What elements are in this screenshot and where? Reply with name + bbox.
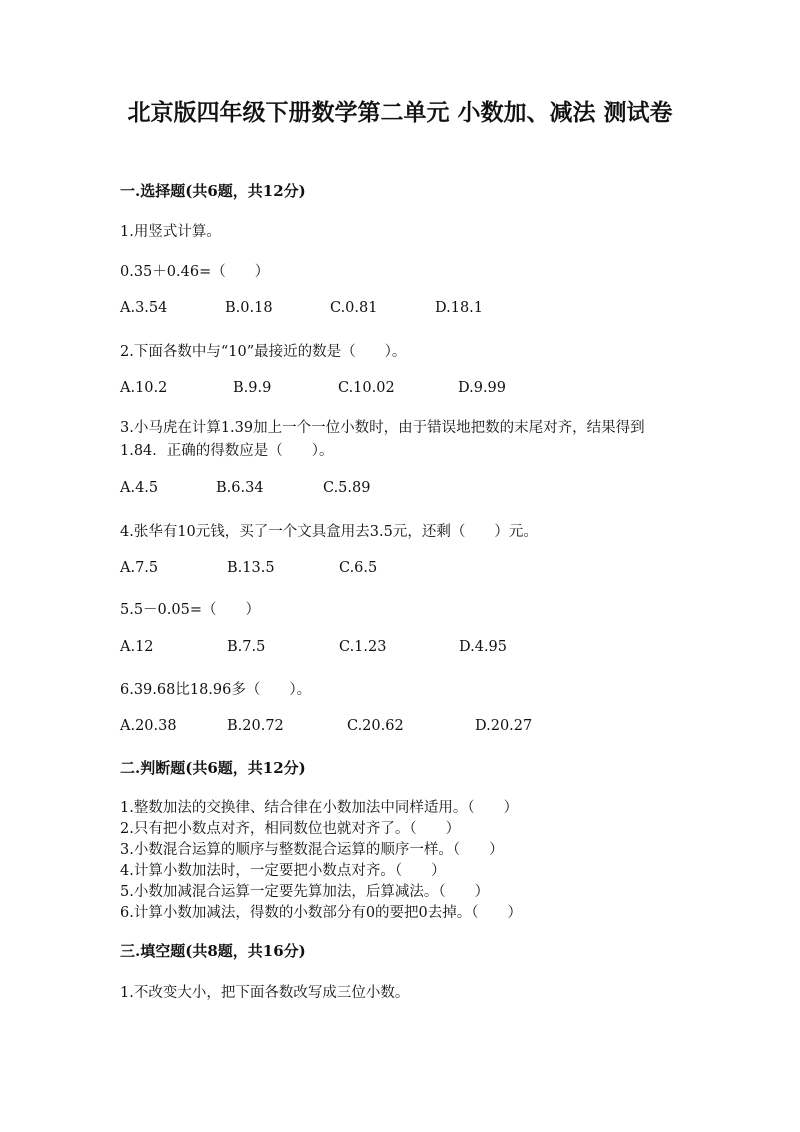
option-c: C.1.23 — [339, 639, 387, 655]
option-c: C.10.02 — [338, 380, 395, 396]
option-c: C.5.89 — [323, 480, 371, 496]
section-heading-fill: 三.填空题(共8题，共16分) — [120, 942, 306, 960]
question-2-text: 2.下面各数中与“10”最接近的数是（ ）。 — [120, 344, 407, 360]
question-6-text: 6.39.68比18.96多（ ）。 — [120, 682, 312, 698]
judge-item-6: 6.计算小数加减法，得数的小数部分有0的要把0去掉。（ ） — [120, 905, 523, 921]
option-b: B.7.5 — [227, 639, 266, 655]
option-a: A.7.5 — [120, 560, 159, 576]
option-b: B.20.72 — [227, 718, 284, 734]
question-5-text: 5.5－0.05=（ ） — [120, 602, 260, 618]
option-b: B.13.5 — [227, 560, 275, 576]
option-c: C.6.5 — [339, 560, 378, 576]
question-1-text: 1.用竖式计算。 — [120, 224, 221, 240]
option-a: A.3.54 — [120, 300, 168, 316]
option-d: D.18.1 — [435, 300, 484, 316]
option-d: D.9.99 — [458, 380, 507, 396]
section-heading-choice: 一.选择题(共6题，共12分) — [120, 182, 306, 200]
option-b: B.9.9 — [233, 380, 272, 396]
option-a: A.12 — [120, 639, 154, 655]
question-4-text: 4.张华有10元钱，买了一个文具盒用去3.5元，还剩（ ）元。 — [120, 524, 538, 540]
section-heading-judge: 二.判断题(共6题，共12分) — [120, 759, 306, 777]
option-b: B.0.18 — [225, 300, 273, 316]
option-d: D.20.27 — [475, 718, 533, 734]
judge-item-4: 4.计算小数加法时，一定要把小数点对齐。（ ） — [120, 863, 446, 879]
fill-question-1-text: 1.不改变大小，把下面各数改写成三位小数。 — [120, 985, 410, 1001]
question-1-expression: 0.35＋0.46=（ ） — [120, 264, 270, 280]
question-3-text: 3.小马虎在计算1.39加上一个一位小数时，由于错误地把数的末尾对齐，结果得到1.84．正确的得数应是（ ）。 — [120, 420, 645, 459]
option-a: A.10.2 — [120, 380, 168, 396]
judge-item-5: 5.小数加减混合运算一定要先算加法，后算减法。（ ） — [120, 884, 490, 900]
option-a: A.4.5 — [120, 480, 159, 496]
judge-item-2: 2.只有把小数点对齐，相同数位也就对齐了。（ ） — [120, 821, 461, 837]
judge-item-3: 3.小数混合运算的顺序与整数混合运算的顺序一样。（ ） — [120, 842, 504, 858]
page-title: 北京版四年级下册数学第二单元 小数加、减法 测试卷 — [127, 99, 673, 126]
judge-item-1: 1.整数加法的交换律、结合律在小数加法中同样适用。（ ） — [120, 800, 519, 816]
option-a: A.20.38 — [120, 718, 177, 734]
option-c: C.0.81 — [330, 300, 378, 316]
option-b: B.6.34 — [216, 480, 264, 496]
option-c: C.20.62 — [347, 718, 404, 734]
option-d: D.4.95 — [459, 639, 508, 655]
